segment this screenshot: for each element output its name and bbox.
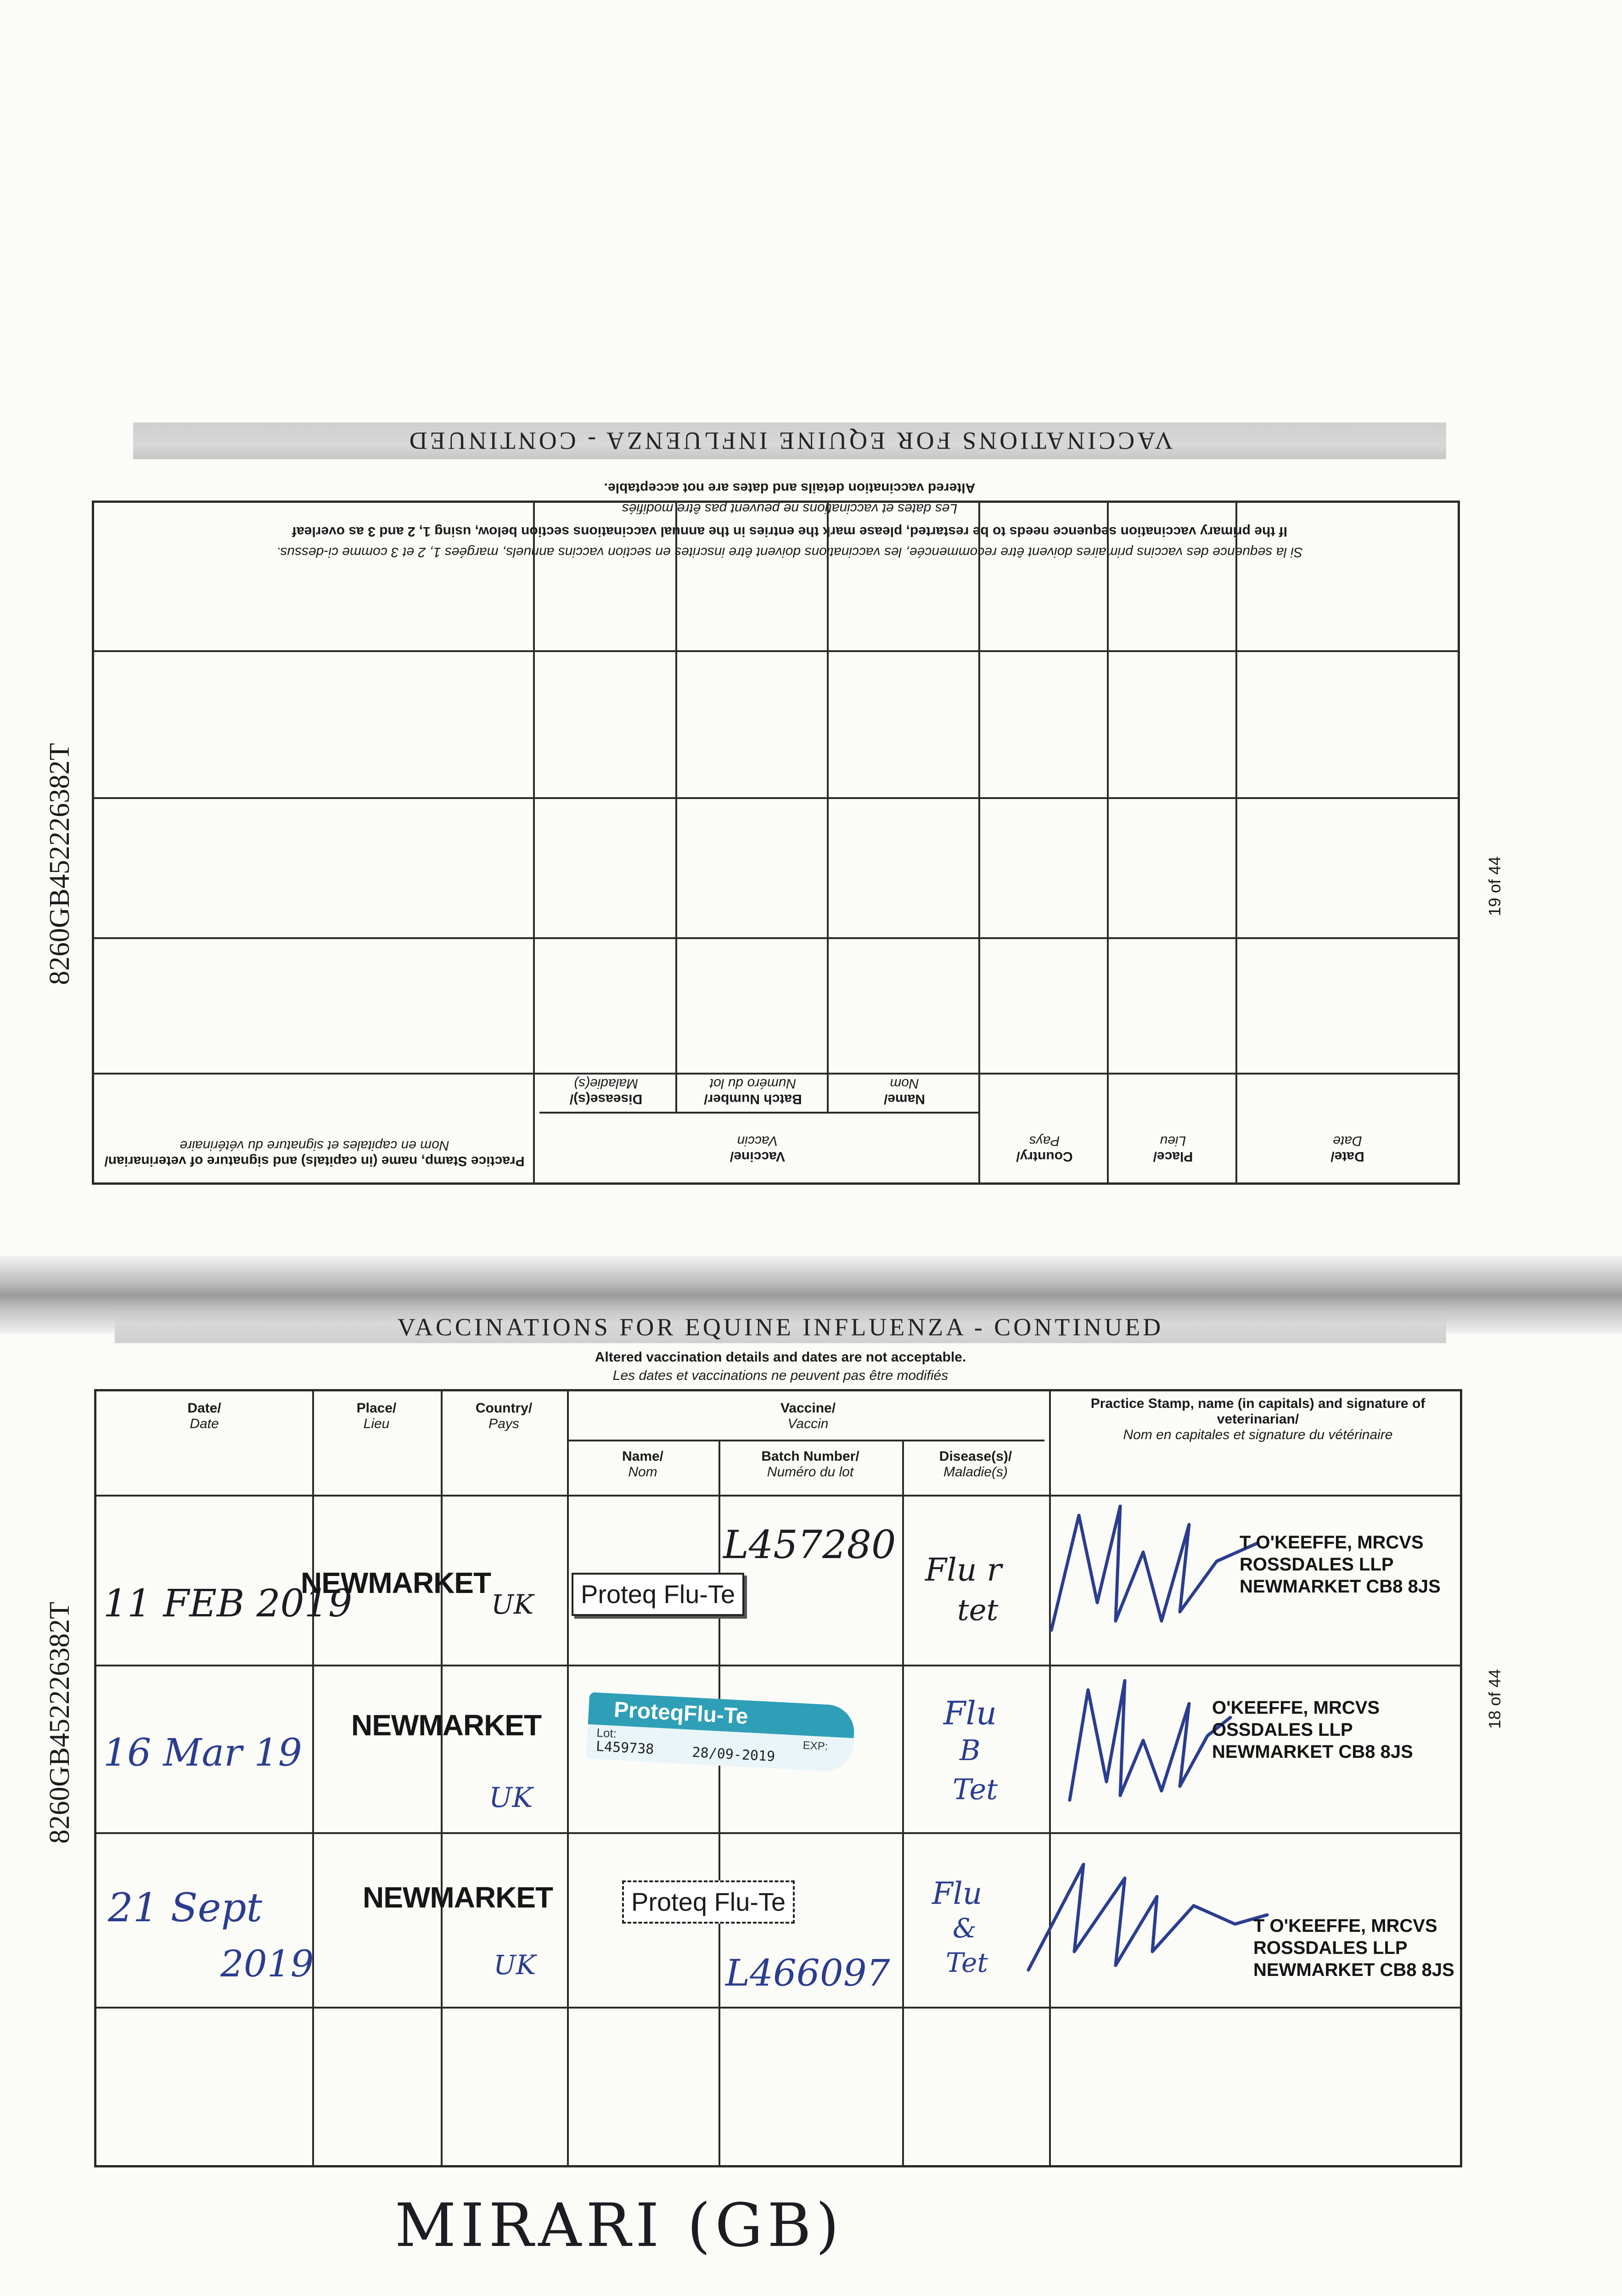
upper-note-restart: If the primary vaccination sequence needs to be restarted, please mark the entries in the annual vaccinations section below, using 1, 2 and 3 as overleaf: [292, 524, 1287, 539]
lower-header-date: Date/ Date: [187, 1401, 221, 1431]
upper-row-divider: [94, 937, 1458, 939]
upper-header-disease: Disease(s)/ Maladie(s): [569, 1076, 643, 1107]
upper-banner: VACCINATIONS FOR EQUINE INFLUENZA - CONTINUED: [133, 422, 1446, 459]
horse-name: MIRARI (GB): [395, 2190, 844, 2260]
entry1-vet-line: NEWMARKET CB8 8JS: [1240, 1576, 1441, 1597]
entry1-disease-line2: tet: [957, 1593, 999, 1627]
upper-note-altered: Altered vaccination details and dates are not acceptable.: [604, 480, 976, 495]
upper-page-number: 19 of 44: [1485, 856, 1504, 916]
entry2-label-lot: L459738: [595, 1738, 655, 1758]
upper-col-divider: [675, 503, 677, 1114]
upper-col-divider: [1235, 503, 1237, 1182]
entry3-disease-line1: Flu: [932, 1876, 982, 1911]
entry3-batch: L466097: [725, 1952, 890, 1994]
lower-row-divider: [96, 1495, 1460, 1497]
upper-col-divider: [1107, 503, 1109, 1182]
upper-row-divider: [94, 650, 1458, 652]
entry1-disease-line1: Flu r: [925, 1552, 1002, 1588]
entry2-vet-line: OSSDALES LLP: [1212, 1720, 1353, 1740]
lower-header-disease: Disease(s)/ Maladie(s): [939, 1449, 1012, 1480]
upper-header-vet: Practice Stamp, name (in capitals) and signature of veterinarian/ Nom en capitales et signature du vétérinaire: [104, 1138, 525, 1169]
entry2-disease-line2: B: [960, 1733, 981, 1767]
entry2-disease-line1: Flu: [943, 1694, 997, 1732]
upper-col-divider: [827, 503, 829, 1114]
entry2-place: NEWMARKET: [351, 1709, 542, 1742]
upper-header-batch: Batch Number/ Numéro du lot: [704, 1076, 802, 1107]
entry3-date-line1: 21 Sept: [108, 1885, 263, 1931]
lower-col-divider: [441, 1391, 443, 2165]
lower-header-batch: Batch Number/ Numéro du lot: [761, 1449, 859, 1480]
lower-header-place: Place/ Lieu: [356, 1401, 397, 1431]
entry3-vet-stamp: [1253, 1915, 1454, 1981]
lower-row-divider: [96, 1665, 1460, 1666]
entry1-vaccine-name: Proteq Flu-Te: [572, 1573, 744, 1616]
lower-document-code: 8260GB452226382T: [44, 1602, 75, 1844]
entry2-vet-line: O'KEEFFE, MRCVS: [1212, 1698, 1380, 1718]
entry1-country: UK: [491, 1589, 534, 1620]
entry2-label-exp-caption: EXP:: [803, 1739, 829, 1753]
entry3-country: UK: [494, 1949, 536, 1981]
entry2-disease-line3: Tet: [953, 1773, 998, 1806]
entry2-vaccine-label: [586, 1692, 856, 1773]
lower-col-divider: [312, 1391, 314, 2165]
entry2-label-lot-caption: Lot:: [596, 1725, 617, 1741]
lower-header-vet: Practice Stamp, name (in capitals) and signature of veterinarian/ Nom en capitales et signature du vétérinaire: [1090, 1396, 1426, 1442]
upper-header-place: Place/ Lieu: [1153, 1133, 1193, 1164]
entry3-disease-line2: &: [953, 1913, 977, 1944]
entry3-signature: [1019, 1846, 1276, 1984]
lower-vaccine-sub-divider: [567, 1440, 1044, 1441]
entry2-vet-line: NEWMARKET CB8 8JS: [1212, 1742, 1413, 1762]
lower-col-divider: [718, 1440, 720, 2165]
entry3-vaccine-name: Proteq Flu-Te: [622, 1880, 795, 1924]
entry3-place: NEWMARKET: [363, 1881, 553, 1914]
lower-row-divider: [96, 2007, 1460, 2009]
entry3-disease-line3: Tet: [946, 1947, 988, 1978]
entry2-vet-stamp: [1212, 1697, 1413, 1763]
entry3-vet-line: ROSSDALES LLP: [1253, 1938, 1408, 1958]
lower-page-number: 18 of 44: [1485, 1669, 1504, 1729]
upper-vaccine-sub-divider: [539, 1112, 980, 1114]
upper-document-code: 8260GB452226382T: [44, 743, 75, 985]
lower-banner: VACCINATIONS FOR EQUINE INFLUENZA - CONTINUED: [115, 1311, 1446, 1343]
entry3-date-line2: 2019: [220, 1942, 314, 1985]
entry3-vet-line: NEWMARKET CB8 8JS: [1253, 1960, 1454, 1980]
entry3-vet-line: T O'KEEFFE, MRCVS: [1253, 1916, 1437, 1936]
lower-row-divider: [96, 1832, 1460, 1834]
upper-page-rotated: [101, 400, 1478, 1185]
entry1-signature: [1042, 1497, 1272, 1639]
entry1-batch: L457280: [723, 1522, 896, 1567]
entry2-label-exp-date: 28/09-2019: [691, 1744, 775, 1765]
upper-header-date: Date/ Date: [1330, 1133, 1364, 1164]
upper-row-divider: [94, 1073, 1458, 1075]
lower-header-vaccine: Vaccine/ Vaccin: [780, 1401, 836, 1431]
upper-row-divider: [94, 797, 1458, 799]
entry1-vet-line: T O'KEEFFE, MRCVS: [1240, 1532, 1424, 1553]
upper-header-vaccine: Vaccine/ Vaccin: [730, 1133, 786, 1164]
entry1-place: NEWMARKET: [301, 1566, 491, 1599]
entry2-date: 16 Mar 19: [103, 1731, 302, 1775]
upper-note-restart-fr: Si la sequence des vaccins primaires doivent être recommencée, les vaccinations doivent être inscrites en section vaccins annuels, margées 1, 2 et 3 comme ci-dessus.: [276, 545, 1303, 560]
entry2-country: UK: [489, 1782, 533, 1814]
upper-vaccination-table: [92, 501, 1460, 1185]
lower-header-name: Name/ Nom: [622, 1449, 664, 1480]
entry1-vet-line: ROSSDALES LLP: [1240, 1554, 1394, 1575]
entry1-date: 11 FEB 2019: [103, 1582, 353, 1626]
entry2-label-brand: ProteqFlu-Te: [613, 1697, 749, 1729]
upper-header-name: Name/ Nom: [883, 1076, 926, 1107]
upper-note-altered-fr: Les dates et vaccinations ne peuvent pas être modifiés: [622, 501, 958, 516]
entry1-vet-stamp: [1240, 1531, 1441, 1598]
lower-col-divider: [567, 1391, 569, 2165]
lower-col-divider: [902, 1440, 904, 2165]
lower-note-altered-fr: Les dates et vaccinations ne peuvent pas être modifiés: [612, 1368, 949, 1383]
upper-header-country: Country/ Pays: [1016, 1133, 1073, 1164]
lower-header-country: Country/ Pays: [475, 1401, 533, 1431]
lower-note-altered: Altered vaccination details and dates are not acceptable.: [595, 1350, 966, 1365]
